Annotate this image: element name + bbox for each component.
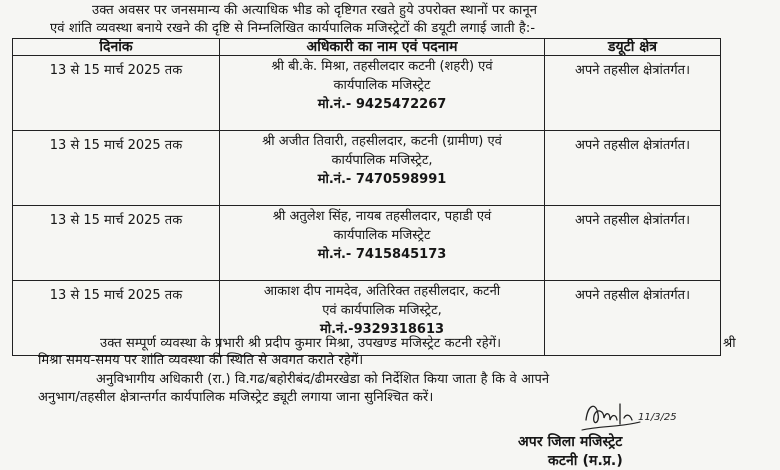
- intro-line-2: एवं शांति व्यवस्था बनाये रखने की दृष्टि से निम्नलिखित कार्यपालिक मजिस्ट्रेटों की डयूटी लगाई जाती है:-: [50, 21, 536, 36]
- row-duty-area: अपने तहसील क्षेत्रांतर्गत।: [545, 56, 721, 131]
- officer-designation-line: कार्यपालिक मजिस्ट्रेट: [333, 228, 431, 243]
- footer-line-4: अनुभाग/तहसील क्षेत्रान्तर्गत कार्यपालिक मजिस्ट्रेट ड्यूटी लगाया जाना सुनिश्चित करें।: [38, 390, 434, 405]
- signatory-title: अपर जिला मजिस्ट्रेट: [518, 434, 623, 450]
- officer-designation-line: कार्यपालिक मजिस्ट्रेट,: [331, 153, 433, 168]
- row-date: 13 से 15 मार्च 2025 तक: [13, 56, 220, 131]
- officer-name-line: आकाश दीप नामदेव, अतिरिक्त तहसीलदार, कटनी: [263, 284, 501, 299]
- row-officer: [220, 206, 545, 281]
- row-duty-area: अपने तहसील क्षेत्रांतर्गत।: [545, 281, 721, 356]
- intro-line-1: उक्त अवसर पर जनसमान्य की अत्याधिक भीड को दृष्टिगत रखते हुये उपरोक्त स्थानों पर कानून: [92, 3, 538, 18]
- handwritten-signature: [580, 396, 690, 436]
- officer-designation-line: कार्यपालिक मजिस्ट्रेट: [333, 78, 431, 93]
- header-officer: अधिकारी का नाम एवं पदनाम: [220, 39, 545, 56]
- officer-phone: मो.नं.- 9425472267: [317, 97, 447, 112]
- row-officer: [220, 56, 545, 131]
- officer-phone: मो.नं.- 7415845173: [317, 247, 447, 262]
- table-row: [13, 131, 721, 206]
- officer-name-line: श्री अजीत तिवारी, तहसीलदार, कटनी (ग्रामीण) एवं: [262, 134, 502, 149]
- footer-line-3: अनुविभागीय अधिकारी (रा.) वि.गढ/बहोरीबंद/ढीमरखेडा को निर्देशित किया जाता है कि वे आपने: [96, 372, 550, 387]
- officer-name-line: श्री अतुलेश सिंह, नायब तहसीलदार, पहाडी एवं: [272, 209, 492, 224]
- footer-line-1: उक्त सम्पूर्ण व्यवस्था के प्रभारी श्री प्रदीप कुमार मिश्रा, उपखण्ड मजिस्ट्रेट कटनी रहेगें।: [100, 336, 502, 351]
- table-row: [13, 206, 721, 281]
- row-duty-area: अपने तहसील क्षेत्रांतर्गत।: [545, 206, 721, 281]
- signatory-place: कटनी (म.प्र.): [548, 453, 623, 469]
- duty-table: [12, 38, 721, 356]
- row-duty-area: अपने तहसील क्षेत्रांतर्गत।: [545, 131, 721, 206]
- table-header-row: [13, 39, 721, 56]
- row-date: 13 से 15 मार्च 2025 तक: [13, 131, 220, 206]
- row-date: 13 से 15 मार्च 2025 तक: [13, 281, 220, 356]
- officer-designation-line: एवं कार्यपालिक मजिस्ट्रेट,: [322, 303, 442, 318]
- footer-line-1-tail: श्री: [723, 336, 736, 351]
- signature-date: 11/3/25: [638, 412, 677, 423]
- header-date: दिनांक: [13, 39, 220, 56]
- officer-name-line: श्री बी.के. मिश्रा, तहसीलदार कटनी (शहरी) एवं: [271, 59, 493, 74]
- footer-line-2: मिश्रा समय-समय पर शांति व्यवस्था की स्थिति से अवगत कराते रहेगें।: [38, 353, 364, 368]
- row-officer: [220, 131, 545, 206]
- officer-phone: मो.नं.- 7470598991: [317, 172, 447, 187]
- officer-phone: मो.नं.-9329318613: [319, 322, 445, 337]
- table-row: [13, 56, 721, 131]
- header-duty-area: डयूटी क्षेत्र: [545, 39, 721, 56]
- row-date: 13 से 15 मार्च 2025 तक: [13, 206, 220, 281]
